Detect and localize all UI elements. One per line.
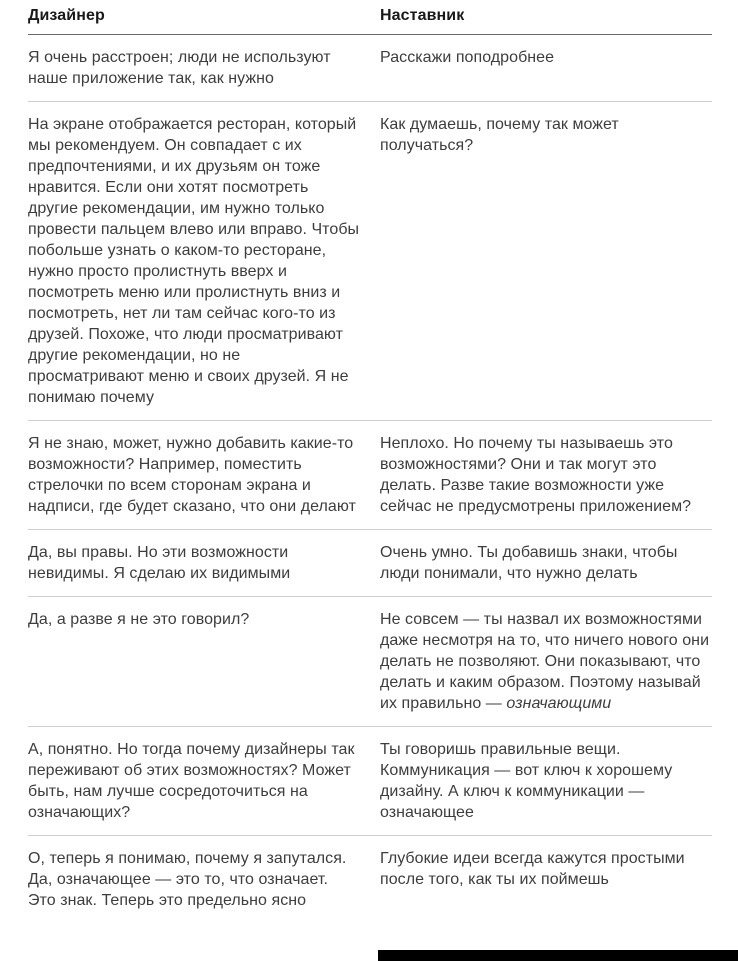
column-header-designer: Дизайнер [28,7,105,24]
mentor-cell: Глубокие идеи всегда кажутся простыми после того, как ты их поймешь [380,850,685,888]
mentor-cell: Очень умно. Ты добавишь знаки, чтобы люди понимали, что нужно делать [380,544,678,582]
bottom-black-bar [378,950,738,961]
designer-cell: А, понятно. Но тогда почему дизайнеры так переживают об этих возможностях? Может быть, нам лучше сосредоточиться на означающих? [28,741,355,821]
table-row [28,727,712,836]
mentor-italic-term: означающими [506,695,612,712]
mentor-cell: Как думаешь, почему так может получаться? [380,116,619,154]
designer-cell: Я очень расстроен; люди не используют наше приложение так, как нужно [28,49,331,87]
table-row [28,836,712,923]
designer-cell: Да, вы правы. Но эти возможности невидимы. Я сделаю их видимыми [28,544,291,582]
designer-cell: На экране отображается ресторан, который мы рекомендуем. Он совпадает с их предпочтениями, и их друзьям он тоже нравится. Если они хотят посмотреть другие рекомендации, им нужно только провести пальцем влево или вправо. Чтобы побольше узнать о каком-то ресторане, нужно просто пролистнуть вверх и посмотреть меню или пролистнуть вниз и посмотреть, нет ли там сейчас кого-то из друзей. Похоже, что люди просматривают другие рекомендации, но не просматривают меню и своих друзей. Я не понимаю почему [28,116,360,406]
column-header-mentor: Наставник [380,7,465,24]
designer-cell: Да, а разве я не это говорил? [28,611,250,628]
designer-cell: Я не знаю, может, нужно добавить какие-то возможности? Например, поместить стрелочки по всем сторонам экрана и надписи, где будет сказано, что они делают [28,435,356,515]
table-row [28,530,712,597]
table-row [28,102,712,421]
mentor-cell: Расскажи поподробнее [380,49,555,66]
mentor-cell: Неплохо. Но почему ты называешь это возможностями? Они и так могут это делать. Разве такие возможности уже сейчас не предусмотрены приложением? [380,435,692,515]
designer-cell: О, теперь я понимаю, почему я запутался. Да, означающее — это то, что означает. Это знак. Теперь это предельно ясно [28,850,347,909]
mentor-cell: Ты говоришь правильные вещи. Коммуникация — вот ключ к хорошему дизайну. А ключ к коммуникации — означающее [380,741,673,821]
mentor-cell [380,609,712,714]
table-header-row [28,0,712,35]
table-row [28,597,712,727]
table-row [28,421,712,530]
mentor-text: Не совсем — ты назвал их возможностями даже несмотря на то, что ничего нового они делать не позволяют. Они показывают, что делать и каким образом. Поэтому называй их правильно — [380,611,710,712]
table-row [28,35,712,102]
